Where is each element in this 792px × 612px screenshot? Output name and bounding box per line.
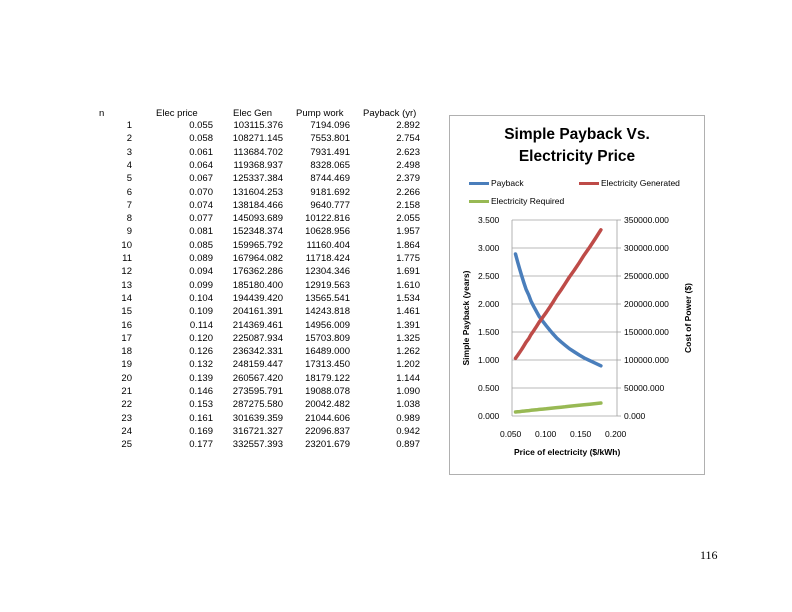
table-cell: 11160.404 (306, 239, 350, 251)
y-tick-label: 1.500 (478, 327, 500, 337)
table-cell: 11 (122, 253, 132, 264)
table-cell: 10628.956 (305, 226, 350, 238)
table-cell: 2.498 (396, 159, 420, 171)
table-cell: 1.038 (396, 399, 420, 411)
table-cell: 287275.580 (232, 399, 283, 411)
table-cell: 0.120 (189, 332, 213, 344)
table-cell: 0.146 (189, 386, 213, 397)
table-cell: 1.610 (396, 279, 420, 291)
y2-tick-label: 200000.000 (624, 299, 669, 309)
table-cell: 23201.679 (305, 439, 350, 451)
x-tick-label: 0.100 (535, 429, 557, 439)
table-cell: 0.094 (189, 266, 213, 278)
table-cell: 0.177 (189, 439, 213, 451)
table-cell: 145093.689 (232, 213, 283, 225)
table-cell: 2.158 (396, 199, 420, 211)
table-cell: 316721.327 (232, 425, 283, 437)
table-cell: 12919.563 (305, 279, 350, 291)
y-tick-label: 1.000 (478, 355, 500, 365)
legend-label-required: Electricity Required (491, 196, 565, 206)
table-cell: 10122.816 (305, 213, 350, 225)
table-cell: 17 (121, 332, 132, 344)
table-cell: 131604.253 (232, 186, 283, 198)
table-cell: 0.132 (189, 359, 213, 371)
table-cell: 17313.450 (305, 359, 350, 371)
table-cell: 113684.702 (233, 146, 283, 158)
table-cell: 0.061 (189, 146, 213, 158)
table-cell: 0.070 (189, 186, 213, 198)
table-cell: 13 (121, 279, 132, 291)
y-tick-label: 2.000 (478, 299, 500, 309)
table-cell: 2.892 (396, 120, 420, 131)
table-cell: 21044.606 (305, 412, 350, 424)
table-cell: 0.099 (189, 279, 213, 291)
table-cell: 0.085 (189, 239, 213, 251)
y-tick-label: 0.000 (478, 411, 500, 421)
table-cell: 2.623 (396, 146, 420, 158)
header-n: n (99, 108, 105, 119)
table-cell: 5 (126, 173, 132, 185)
y-tick-label: 2.500 (478, 271, 500, 281)
table-cell: 332557.393 (232, 439, 283, 451)
table-cell: 0.897 (396, 439, 420, 451)
table-cell: 21 (121, 386, 132, 397)
table-cell: 1.534 (396, 292, 420, 304)
table-cell: 11718.424 (305, 253, 350, 264)
y-tick-label: 3.500 (478, 215, 500, 225)
table-cell: 9640.777 (310, 199, 350, 211)
table-cell: 10 (121, 239, 132, 251)
table-cell: 0.104 (189, 292, 213, 304)
chart-title-line-1: Simple Payback Vs. (504, 126, 650, 143)
table-cell: 2.055 (396, 213, 420, 225)
table-cell: 0.081 (189, 226, 213, 238)
table-cell: 7 (126, 199, 132, 211)
table-cell: 19 (121, 359, 132, 371)
table-cell: 14956.009 (305, 319, 350, 331)
table-cell: 260567.420 (232, 372, 283, 384)
table-cell: 12 (121, 266, 132, 278)
table-cell: 22 (121, 399, 132, 411)
table-cell: 2 (126, 133, 132, 145)
table-cell: 7194.096 (310, 120, 350, 131)
table-cell: 0.089 (189, 253, 213, 264)
table-cell: 14 (121, 292, 132, 304)
table-cell: 1.461 (396, 306, 420, 318)
header-payback: Payback (yr) (363, 108, 417, 119)
table-cell: 225087.934 (232, 332, 283, 344)
table-cell: 16489.000 (305, 346, 350, 358)
table-cell: 1.775 (396, 253, 420, 264)
table-cell: 8 (126, 213, 132, 225)
table-cell: 0.989 (396, 412, 420, 424)
table-cell: 0.077 (189, 213, 213, 225)
series-line-0 (516, 254, 601, 366)
table-cell: 138184.466 (232, 199, 283, 211)
header-pump-work: Pump work (296, 108, 344, 119)
table-cell: 15703.809 (305, 332, 350, 344)
table-cell: 0.067 (189, 173, 213, 185)
page-number: 116 (700, 548, 718, 562)
table-cell: 194439.420 (232, 292, 283, 304)
table-cell: 152348.374 (232, 226, 283, 238)
y2-axis-label: Cost of Power ($) (683, 283, 693, 353)
x-tick-label: 0.200 (605, 429, 627, 439)
chart-title-line-2: Electricity Price (518, 148, 636, 165)
table-cell: 1.325 (396, 332, 420, 344)
table-cell: 204161.391 (232, 306, 283, 318)
table-cell: 103115.376 (233, 120, 283, 131)
table-cell: 1 (126, 120, 132, 131)
table-cell: 15 (121, 306, 132, 318)
table-cell: 0.139 (189, 372, 213, 384)
header-elec-gen: Elec Gen (233, 108, 273, 119)
table-cell: 1.691 (396, 266, 420, 278)
y2-tick-label: 300000.000 (624, 243, 669, 253)
table-cell: 8328.065 (310, 159, 350, 171)
table-cell: 19088.078 (305, 386, 350, 397)
table-cell: 125337.384 (232, 173, 283, 185)
y2-tick-label: 0.000 (624, 411, 646, 421)
y-tick-label: 0.500 (478, 383, 500, 393)
table-cell: 9181.692 (310, 186, 350, 198)
table-cell: 16 (121, 319, 132, 331)
table-cell: 25 (121, 439, 132, 451)
table-cell: 18 (121, 346, 132, 358)
table-cell: 14243.818 (305, 306, 350, 318)
table-cell: 0.058 (189, 133, 213, 145)
table-cell: 13565.541 (305, 292, 350, 304)
table-cell: 0.114 (189, 319, 213, 331)
table-cell: 1.957 (396, 226, 420, 238)
table-cell: 2.754 (396, 133, 420, 145)
table-cell: 23 (121, 412, 132, 424)
table-cell: 18179.122 (305, 372, 350, 384)
table-cell: 167964.082 (232, 253, 283, 264)
x-tick-label: 0.050 (500, 429, 522, 439)
y2-tick-label: 250000.000 (624, 271, 669, 281)
y2-tick-label: 50000.000 (624, 383, 665, 393)
table-cell: 22096.837 (305, 425, 350, 437)
table-cell: 0.109 (189, 306, 213, 318)
y-axis-label: Simple Payback (years) (461, 270, 471, 366)
y2-tick-label: 350000.000 (624, 215, 669, 225)
table-cell: 12304.346 (305, 266, 350, 278)
table-cell: 1.144 (396, 372, 420, 384)
table-cell: 2.266 (396, 186, 420, 198)
table-cell: 0.074 (189, 199, 213, 211)
table-cell: 7553.801 (310, 133, 350, 145)
table-cell: 0.064 (189, 159, 213, 171)
table-cell: 1.864 (396, 239, 420, 251)
table-cell: 1.391 (396, 319, 420, 331)
table-cell: 0.126 (189, 346, 213, 358)
x-tick-label: 0.150 (570, 429, 592, 439)
table-cell: 0.055 (189, 120, 213, 131)
table-cell: 0.942 (396, 425, 420, 437)
table-cell: 159965.792 (232, 239, 283, 251)
legend-label-generated: Electricity Generated (601, 178, 680, 188)
header-elec-price: Elec price (156, 108, 198, 119)
table-cell: 108271.145 (232, 133, 283, 145)
table-cell: 1.262 (396, 346, 420, 358)
legend-label-payback: Payback (491, 178, 524, 188)
table-cell: 301639.359 (232, 412, 283, 424)
table-cell: 248159.447 (232, 359, 283, 371)
table-cell: 119368.937 (233, 159, 283, 171)
y2-tick-label: 150000.000 (624, 327, 669, 337)
table-cell: 20042.482 (305, 399, 350, 411)
table-cell: 236342.331 (232, 346, 283, 358)
table-cell: 9 (126, 226, 132, 238)
y2-tick-label: 100000.000 (624, 355, 669, 365)
table-cell: 0.153 (189, 399, 213, 411)
table-cell: 0.161 (189, 412, 213, 424)
y-tick-label: 3.000 (478, 243, 500, 253)
table-cell: 4 (126, 159, 132, 171)
table-cell: 2.379 (396, 173, 420, 185)
table-cell: 273595.791 (232, 386, 283, 397)
series-line-2 (516, 403, 601, 412)
table-cell: 185180.400 (232, 279, 283, 291)
table-cell: 1.202 (396, 359, 420, 371)
table-cell: 176362.286 (232, 266, 283, 278)
table-cell: 3 (126, 146, 132, 158)
table-cell: 214369.461 (232, 319, 283, 331)
table-cell: 7931.491 (310, 146, 350, 158)
x-axis-label: Price of electricity ($/kWh) (514, 447, 621, 457)
table-cell: 6 (126, 186, 132, 198)
table-cell: 20 (121, 372, 132, 384)
table-cell: 8744.469 (310, 173, 350, 185)
table-cell: 0.169 (189, 425, 213, 437)
table-cell: 24 (121, 425, 132, 437)
table-cell: 1.090 (396, 386, 420, 397)
